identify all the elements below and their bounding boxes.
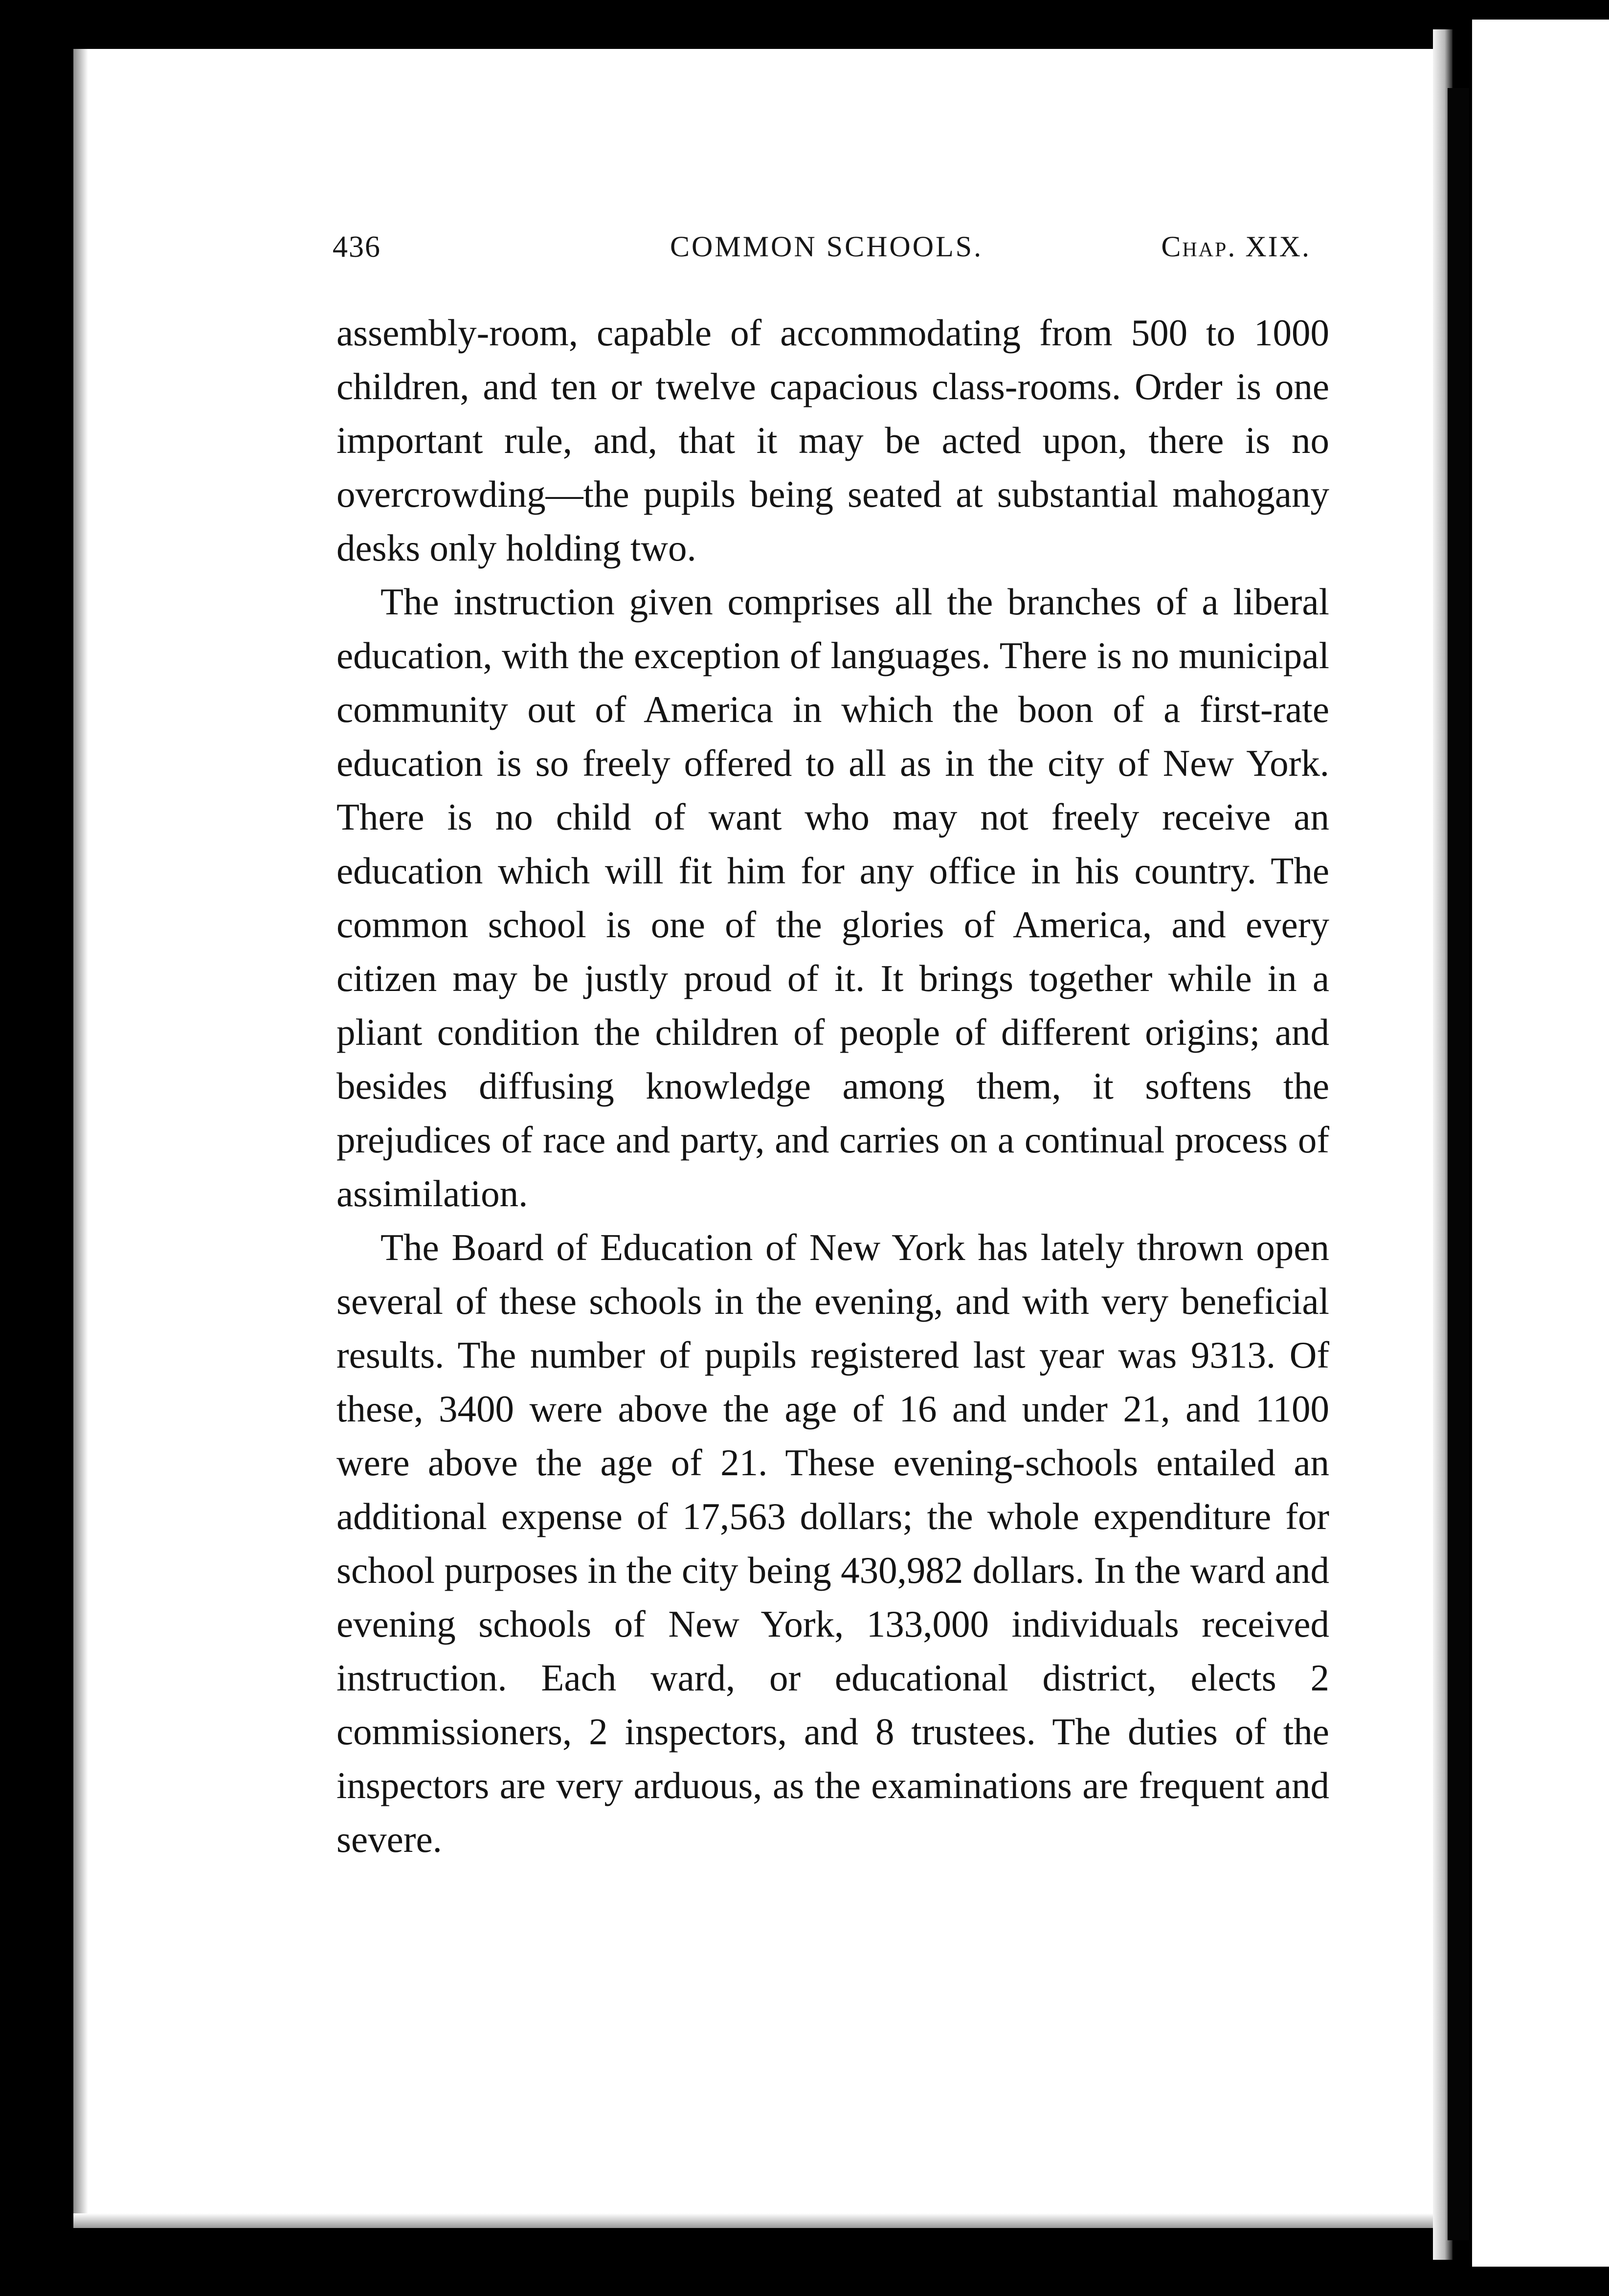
paragraph-1: assembly-room, capable of accommodating from 500 to 1000 children, and ten or twelve capacious class-rooms. Order is one important rule, and, that it may be acted upon, there is no overcrowding—the pupils being seated at substantial mahogany desks only holding two. <box>336 312 1329 569</box>
page-header <box>333 230 1311 279</box>
page-number: 436 <box>333 230 381 264</box>
book-spine <box>1448 88 1469 2240</box>
body-text <box>336 306 1329 1866</box>
chapter-label: Chap. XIX. <box>1161 230 1311 263</box>
running-head: COMMON SCHOOLS. <box>670 230 983 263</box>
page-bottom-edge-shadow <box>73 2213 1433 2228</box>
paragraph-2: The instruction given comprises all the branches of a liberal education, with the exception of languages. There is no municipal community out of America in which the boon of a first-rate education is so freely offered to all as in the city of New York. There is no child of want who may not freely receive an education which will fit him for any office in his country. The common school is one of the glories of America, and every citizen may be justly proud of it. It brings together while in a pliant condition the children of people of different origins; and besides diffusing knowledge among them, it softens the prejudices of race and party, and carries on a continual process of assimilation. <box>336 581 1329 1215</box>
paragraph-3: The Board of Education of New York has lately thrown open several of these schools in the evening, and with very beneficial results. The number of pupils registered last year was 9313. Of these, 3400 were above the age of 16 and under 21, and 1100 were above the age of 21. These evening-schools entailed an additional expense of 17,563 dollars; the whole expenditure for school purposes in the city being 430,982 dollars. In the ward and evening schools of New York, 133,000 individuals received instruction. Each ward, or educational district, elects 2 commissioners, 2 inspectors, and 8 trustees. The duties of the inspectors are very arduous, as the examinations are frequent and severe. <box>336 1226 1329 1860</box>
page-left-edge-shadow <box>73 49 88 2228</box>
facing-page-edge <box>1472 20 1609 2267</box>
